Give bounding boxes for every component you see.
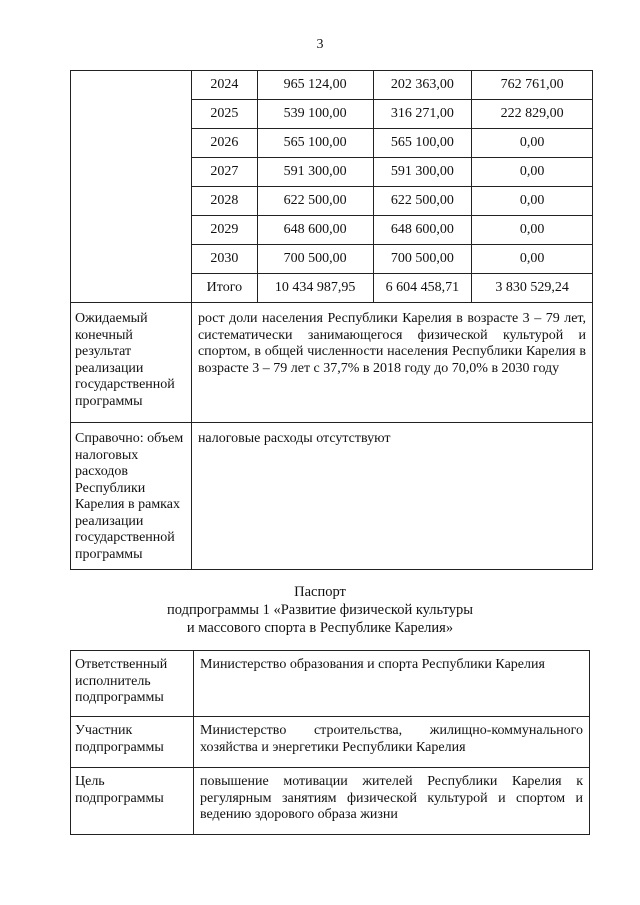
- total-cell: 591 300,00: [257, 158, 373, 187]
- finance-row: [71, 216, 593, 245]
- year-cell: 2028: [191, 187, 257, 216]
- col2-cell: 648 600,00: [373, 216, 472, 245]
- subprogram-table: [70, 650, 590, 835]
- blank-label-cell: [71, 158, 192, 187]
- finance-row: [71, 274, 593, 303]
- expected-result-text: рост доли населения Республики Карелия в возрасте 3 – 79 лет, систематически занимающегося физической культурой и спортом, в общей численности населения Республики Карелия в возрасте 3 – 79 лет с 37,7% в 2018 году до 70,0% в 2030 году: [191, 303, 592, 423]
- finance-row: [71, 187, 593, 216]
- finance-table: [70, 70, 593, 570]
- col3-cell: 0,00: [472, 129, 593, 158]
- year-cell: 2030: [191, 245, 257, 274]
- year-cell: 2024: [191, 71, 257, 100]
- year-cell: 2025: [191, 100, 257, 129]
- finance-row: [71, 100, 593, 129]
- passport-title: [0, 583, 640, 637]
- blank-label-cell: [71, 71, 192, 100]
- total-cell: 539 100,00: [257, 100, 373, 129]
- year-cell: Итого: [191, 274, 257, 303]
- blank-label-cell: [71, 129, 192, 158]
- goal-text: повышение мотивации жителей Республики Карелия к регулярным занятиям физической культурой и спортом и ведению здорового образа жизни: [194, 768, 590, 835]
- participant-text: Министерство строительства, жилищно-коммунального хозяйства и энергетики Республики Карелия: [194, 717, 590, 768]
- total-cell: 565 100,00: [257, 129, 373, 158]
- year-cell: 2026: [191, 129, 257, 158]
- responsible-text: Министерство образования и спорта Республики Карелия: [194, 651, 590, 717]
- goal-label: Цель подпрограммы: [71, 768, 194, 835]
- tax-expenditures-text: налоговые расходы отсутствуют: [191, 423, 592, 570]
- col2-cell: 316 271,00: [373, 100, 472, 129]
- col2-cell: 6 604 458,71: [373, 274, 472, 303]
- subprogram-row: [71, 651, 590, 717]
- blank-label-cell: [71, 216, 192, 245]
- subprogram-row: [71, 717, 590, 768]
- passport-title-line3: и массового спорта в Республике Карелия»: [186, 620, 454, 636]
- col3-cell: 222 829,00: [472, 100, 593, 129]
- passport-title-line2: подпрограммы 1 «Развитие физической культуры: [167, 602, 473, 618]
- col2-cell: 622 500,00: [373, 187, 472, 216]
- finance-row: [71, 71, 593, 100]
- col3-cell: 762 761,00: [472, 71, 593, 100]
- total-cell: 10 434 987,95: [257, 274, 373, 303]
- col3-cell: 0,00: [472, 216, 593, 245]
- col2-cell: 700 500,00: [373, 245, 472, 274]
- tax-expenditures-label: Справочно: объем налоговых расходов Республики Карелия в рамках реализации государственной программы: [71, 423, 192, 570]
- col2-cell: 591 300,00: [373, 158, 472, 187]
- col2-cell: 565 100,00: [373, 129, 472, 158]
- expected-result-row: [71, 303, 593, 423]
- blank-label-cell: [71, 100, 192, 129]
- blank-label-cell: [71, 187, 192, 216]
- participant-label: Участник подпрограммы: [71, 717, 194, 768]
- blank-label-cell: [71, 274, 192, 303]
- total-cell: 622 500,00: [257, 187, 373, 216]
- responsible-label: Ответственный исполнитель подпрограммы: [71, 651, 194, 717]
- year-cell: 2029: [191, 216, 257, 245]
- expected-result-label: Ожидаемый конечный результат реализации государственной программы: [71, 303, 192, 423]
- subprogram-row: [71, 768, 590, 835]
- finance-row: [71, 129, 593, 158]
- finance-row: [71, 158, 593, 187]
- total-cell: 700 500,00: [257, 245, 373, 274]
- col2-cell: 202 363,00: [373, 71, 472, 100]
- col3-cell: 3 830 529,24: [472, 274, 593, 303]
- col3-cell: 0,00: [472, 187, 593, 216]
- blank-label-cell: [71, 245, 192, 274]
- page-number: 3: [316, 37, 324, 52]
- finance-row: [71, 245, 593, 274]
- total-cell: 648 600,00: [257, 216, 373, 245]
- col3-cell: 0,00: [472, 158, 593, 187]
- col3-cell: 0,00: [472, 245, 593, 274]
- total-cell: 965 124,00: [257, 71, 373, 100]
- year-cell: 2027: [191, 158, 257, 187]
- tax-expenditures-row: [71, 423, 593, 570]
- passport-title-line1: Паспорт: [294, 584, 346, 600]
